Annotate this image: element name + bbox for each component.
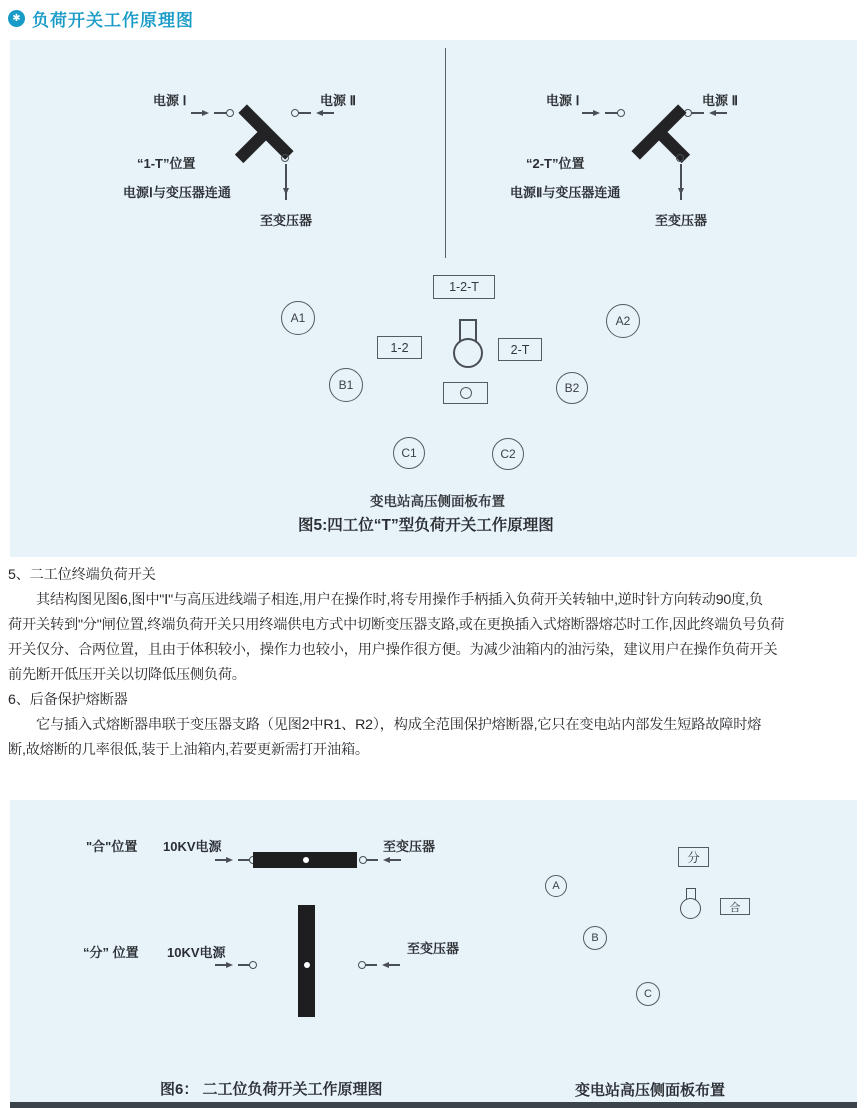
fig5-left-feed2-arrow	[291, 109, 334, 117]
fig6-caption: 图6： 二工位负荷开关工作原理图	[160, 1081, 383, 1098]
fig6-close-source-label: 10KV电源	[163, 839, 222, 854]
fig5-left-position-label: “1-T”位置	[137, 156, 196, 171]
indicator-plate	[443, 382, 488, 404]
selector-label-1-2: 1-2	[377, 336, 422, 359]
body-line: 其结构图见图6,图中"Ⅰ"与高压进线端子相连,用户在操作时,将专用操作手柄插入负荷开关转轴中,逆时针方向转动90度,负	[8, 592, 763, 608]
fig5-left-feed1-arrow	[191, 109, 234, 117]
panel-knob	[680, 898, 701, 919]
page-title: 负荷开关工作原理图	[32, 11, 194, 30]
fig6-open-transformer-label: 至变压器	[407, 941, 460, 956]
footer-bar	[10, 1102, 857, 1108]
fig6-open-source-label: 10KV电源	[167, 945, 226, 960]
fig5-right-transformer-label: 至变压器	[655, 213, 708, 228]
body-line: 它与插入式熔断器串联于变压器支路（见图2中R1、R2），构成全范围保护熔断器,它只在变电站内部发生短路故障时熔	[8, 717, 762, 733]
body-line: 5、二工位终端负荷开关	[8, 567, 156, 583]
switch-pivot-dot	[304, 962, 310, 968]
fig6-open-feed-arrow	[215, 961, 257, 969]
switch-pivot-dot	[303, 857, 309, 863]
body-line: 开关仅分、合两位置，且由于体积较小，操作力也较小，用户操作很方便。为减少油箱内的油污染，建议用户在操作负荷开关	[8, 642, 778, 658]
panel-open-box: 分	[678, 847, 709, 867]
fig5-left-connection-label: 电源Ⅰ与变压器连通	[123, 185, 231, 200]
body-line: 6、后备保护熔断器	[8, 692, 128, 708]
panel-close-box: 合	[720, 898, 750, 915]
fig6-close-feed-arrow	[215, 856, 257, 864]
fig5-right-output-contact	[676, 154, 684, 162]
terminal-c: C	[636, 982, 660, 1006]
body-line: 前先断开低压开关以切降低压侧负荷。	[8, 667, 246, 683]
selector-knob	[453, 338, 483, 368]
fig5-left-down-arrowhead	[283, 188, 289, 195]
fig5-left-output-contact	[281, 154, 289, 162]
indicator-dot	[460, 387, 472, 399]
body-line: 断,故熔断的几率很低,装于上油箱内,若要更新需打开油箱。	[8, 742, 369, 758]
selector-label-1-2-t: 1-2-T	[433, 275, 495, 299]
figure6-box	[10, 800, 857, 1102]
fig6-close-position-label: "合"位置	[86, 839, 138, 854]
figure5-box	[10, 40, 857, 557]
fig5-left-source2-label: 电源 Ⅱ	[320, 93, 357, 108]
fig5-right-down-arrowhead	[678, 188, 684, 195]
fig5-right-connection-label: 电源Ⅱ与变压器连通	[510, 185, 621, 200]
fig5-right-feed1-arrow	[582, 109, 625, 117]
terminal-b1: B1	[329, 368, 363, 402]
terminal-a2: A2	[606, 304, 640, 338]
selector-label-2-t: 2-T	[498, 338, 542, 361]
fig6-open-load-arrow	[358, 961, 400, 969]
fig5-left-source1-label: 电源 Ⅰ	[153, 93, 187, 108]
fig6-open-position-label: “分” 位置	[83, 945, 139, 960]
terminal-a1: A1	[281, 301, 315, 335]
terminal-b2: B2	[556, 372, 588, 404]
fig6-close-transformer-label: 至变压器	[383, 839, 436, 854]
switch-bar-open	[298, 905, 315, 1017]
body-line: 荷开关转到"分"闸位置,终端负荷开关只用终端供电方式中切断变压器支路,或在更换插入式熔断器熔芯时工作,因此终端负号负荷	[8, 617, 785, 633]
fig5-left-transformer-label: 至变压器	[260, 213, 313, 228]
star-icon: ✱	[8, 10, 25, 27]
terminal-a: A	[545, 875, 567, 897]
terminal-c1: C1	[393, 437, 425, 469]
terminal-c2: C2	[492, 438, 524, 470]
fig6-panel-caption: 变电站高压侧面板布置	[575, 1082, 726, 1099]
fig5-caption: 图5:四工位“T”型负荷开关工作原理图	[298, 517, 554, 534]
fig5-panel-caption: 变电站高压侧面板布置	[370, 494, 505, 509]
section-header	[8, 6, 194, 31]
fig5-right-feed2-arrow	[684, 109, 727, 117]
divider-line	[445, 48, 446, 258]
fig6-close-load-arrow	[359, 856, 401, 864]
terminal-b: B	[583, 926, 607, 950]
fig5-right-position-label: “2-T”位置	[526, 156, 585, 171]
fig5-right-source1-label: 电源 Ⅰ	[546, 93, 580, 108]
fig5-right-source2-label: 电源 Ⅱ	[702, 93, 739, 108]
